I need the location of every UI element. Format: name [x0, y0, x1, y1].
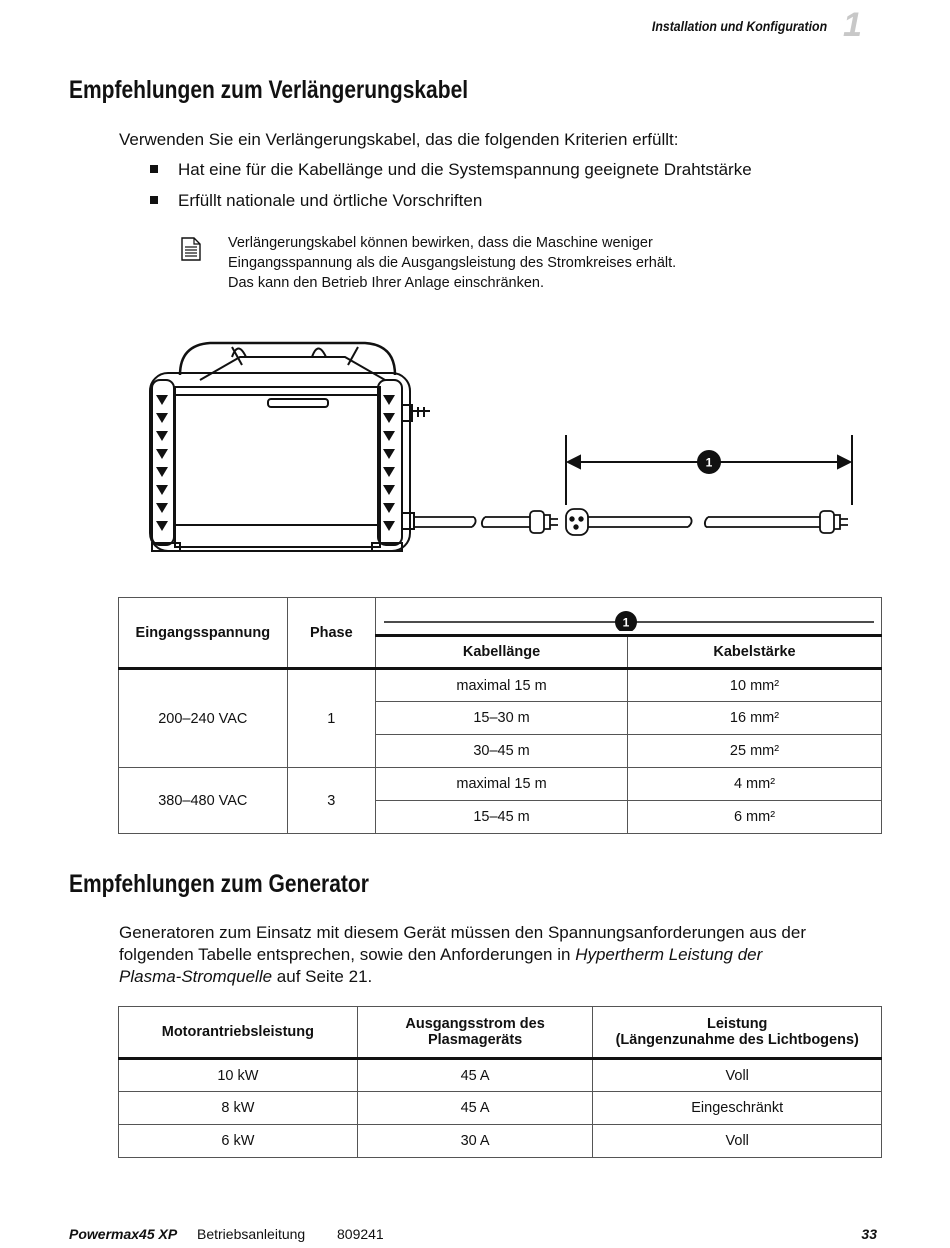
table-row — [119, 1092, 882, 1125]
cell-phase: 3 — [287, 768, 375, 834]
note-line: Eingangsspannung als die Ausgangsleistung des Stromkreises erhält. — [228, 255, 677, 271]
footer-page-number: 33 — [861, 1226, 877, 1242]
cell-output: 45 A — [357, 1059, 593, 1092]
cell-performance: Voll — [593, 1059, 882, 1092]
cell-length: 15–30 m — [376, 702, 628, 735]
note-line: Verlängerungskabel können bewirken, dass die Maschine weniger — [228, 235, 653, 251]
chapter-number: 1 — [843, 6, 862, 44]
col-header-callout — [376, 598, 882, 636]
cell-gauge: 10 mm² — [628, 669, 882, 702]
header-line: Plasmageräts — [427, 1032, 523, 1048]
cell-output: 45 A — [357, 1092, 593, 1125]
col-header-engine-power: Motorantriebsleistung — [119, 1007, 358, 1059]
cell-engine: 10 kW — [119, 1059, 358, 1092]
col-header-phase: Phase — [287, 598, 375, 669]
generator-paragraph — [119, 922, 819, 988]
col-header-output-current — [357, 1007, 593, 1059]
length-dimension — [566, 435, 852, 505]
cell-performance: Voll — [593, 1125, 882, 1158]
intro-paragraph: Verwenden Sie ein Verlängerungskabel, das die folgenden Kriterien erfüllt: — [119, 130, 679, 149]
paragraph-text: auf Seite 21. — [272, 967, 373, 986]
paragraph-reference: Hypertherm Leistung der Plasma-Stromquelle — [119, 945, 763, 986]
cell-gauge: 25 mm² — [628, 735, 882, 768]
col-header-cable-length: Kabellänge — [376, 636, 628, 669]
col-header-performance — [593, 1007, 882, 1059]
table-row — [119, 669, 882, 702]
cell-engine: 6 kW — [119, 1125, 358, 1158]
power-cable — [414, 509, 848, 535]
cell-phase: 1 — [287, 669, 375, 768]
cell-voltage: 200–240 VAC — [119, 669, 288, 768]
note-document-icon — [181, 237, 201, 261]
header-line: Leistung — [707, 1016, 768, 1032]
note-text — [228, 233, 748, 293]
note-line: Das kann den Betrieb Ihrer Anlage einschränken. — [228, 275, 544, 291]
cell-length: 30–45 m — [376, 735, 628, 768]
footer-doc-number: 809241 — [337, 1226, 384, 1242]
generator-table — [118, 1006, 882, 1158]
running-header-title: Installation und Konfiguration — [651, 18, 827, 34]
extension-cable-illustration — [140, 335, 870, 560]
table-callout-label: 1 — [622, 615, 629, 630]
bullet-text: Hat eine für die Kabellänge und die Systemspannung geeignete Drahtstärke — [178, 160, 752, 179]
paragraph-text: Generatoren zum Einsatz mit diesem Gerät müssen den Spannungsanforderungen aus der folgenden Tabelle entsprechen, sowie den Anforderungen in — [119, 923, 807, 964]
col-header-input-voltage: Eingangsspannung — [119, 598, 288, 669]
cell-performance: Eingeschränkt — [593, 1092, 882, 1125]
footer-product-name: Powermax45 XP — [69, 1226, 178, 1242]
cell-voltage: 380–480 VAC — [119, 768, 288, 834]
bullet-square-icon — [150, 165, 158, 173]
header-line: (Längenzunahme des Lichtbogens) — [615, 1032, 859, 1048]
figure-callout-label: 1 — [705, 455, 713, 470]
table-row — [119, 768, 882, 801]
table-row — [119, 1059, 882, 1092]
cell-output: 30 A — [357, 1125, 593, 1158]
cell-engine: 8 kW — [119, 1092, 358, 1125]
bullet-text: Erfüllt nationale und örtliche Vorschriften — [178, 191, 483, 210]
extension-cable-table — [118, 597, 882, 834]
bullet-square-icon — [150, 196, 158, 204]
section-heading-extension-cable: Empfehlungen zum Verlängerungskabel — [69, 76, 469, 104]
power-supply-unit — [150, 343, 430, 551]
bullet-item — [150, 191, 482, 211]
col-header-cable-gauge: Kabelstärke — [628, 636, 882, 669]
callout-line-icon — [379, 601, 879, 631]
cell-gauge: 4 mm² — [628, 768, 882, 801]
vent-grille — [156, 395, 395, 531]
footer-doc-type: Betriebsanleitung — [197, 1226, 306, 1242]
cell-length: maximal 15 m — [376, 669, 628, 702]
header-line: Ausgangsstrom des — [405, 1016, 545, 1032]
table-row — [119, 1125, 882, 1158]
bullet-item — [150, 160, 752, 180]
cell-length: 15–45 m — [376, 801, 628, 834]
cell-length: maximal 15 m — [376, 768, 628, 801]
cell-gauge: 16 mm² — [628, 702, 882, 735]
cell-gauge: 6 mm² — [628, 801, 882, 834]
section-heading-generator: Empfehlungen zum Generator — [69, 870, 369, 898]
